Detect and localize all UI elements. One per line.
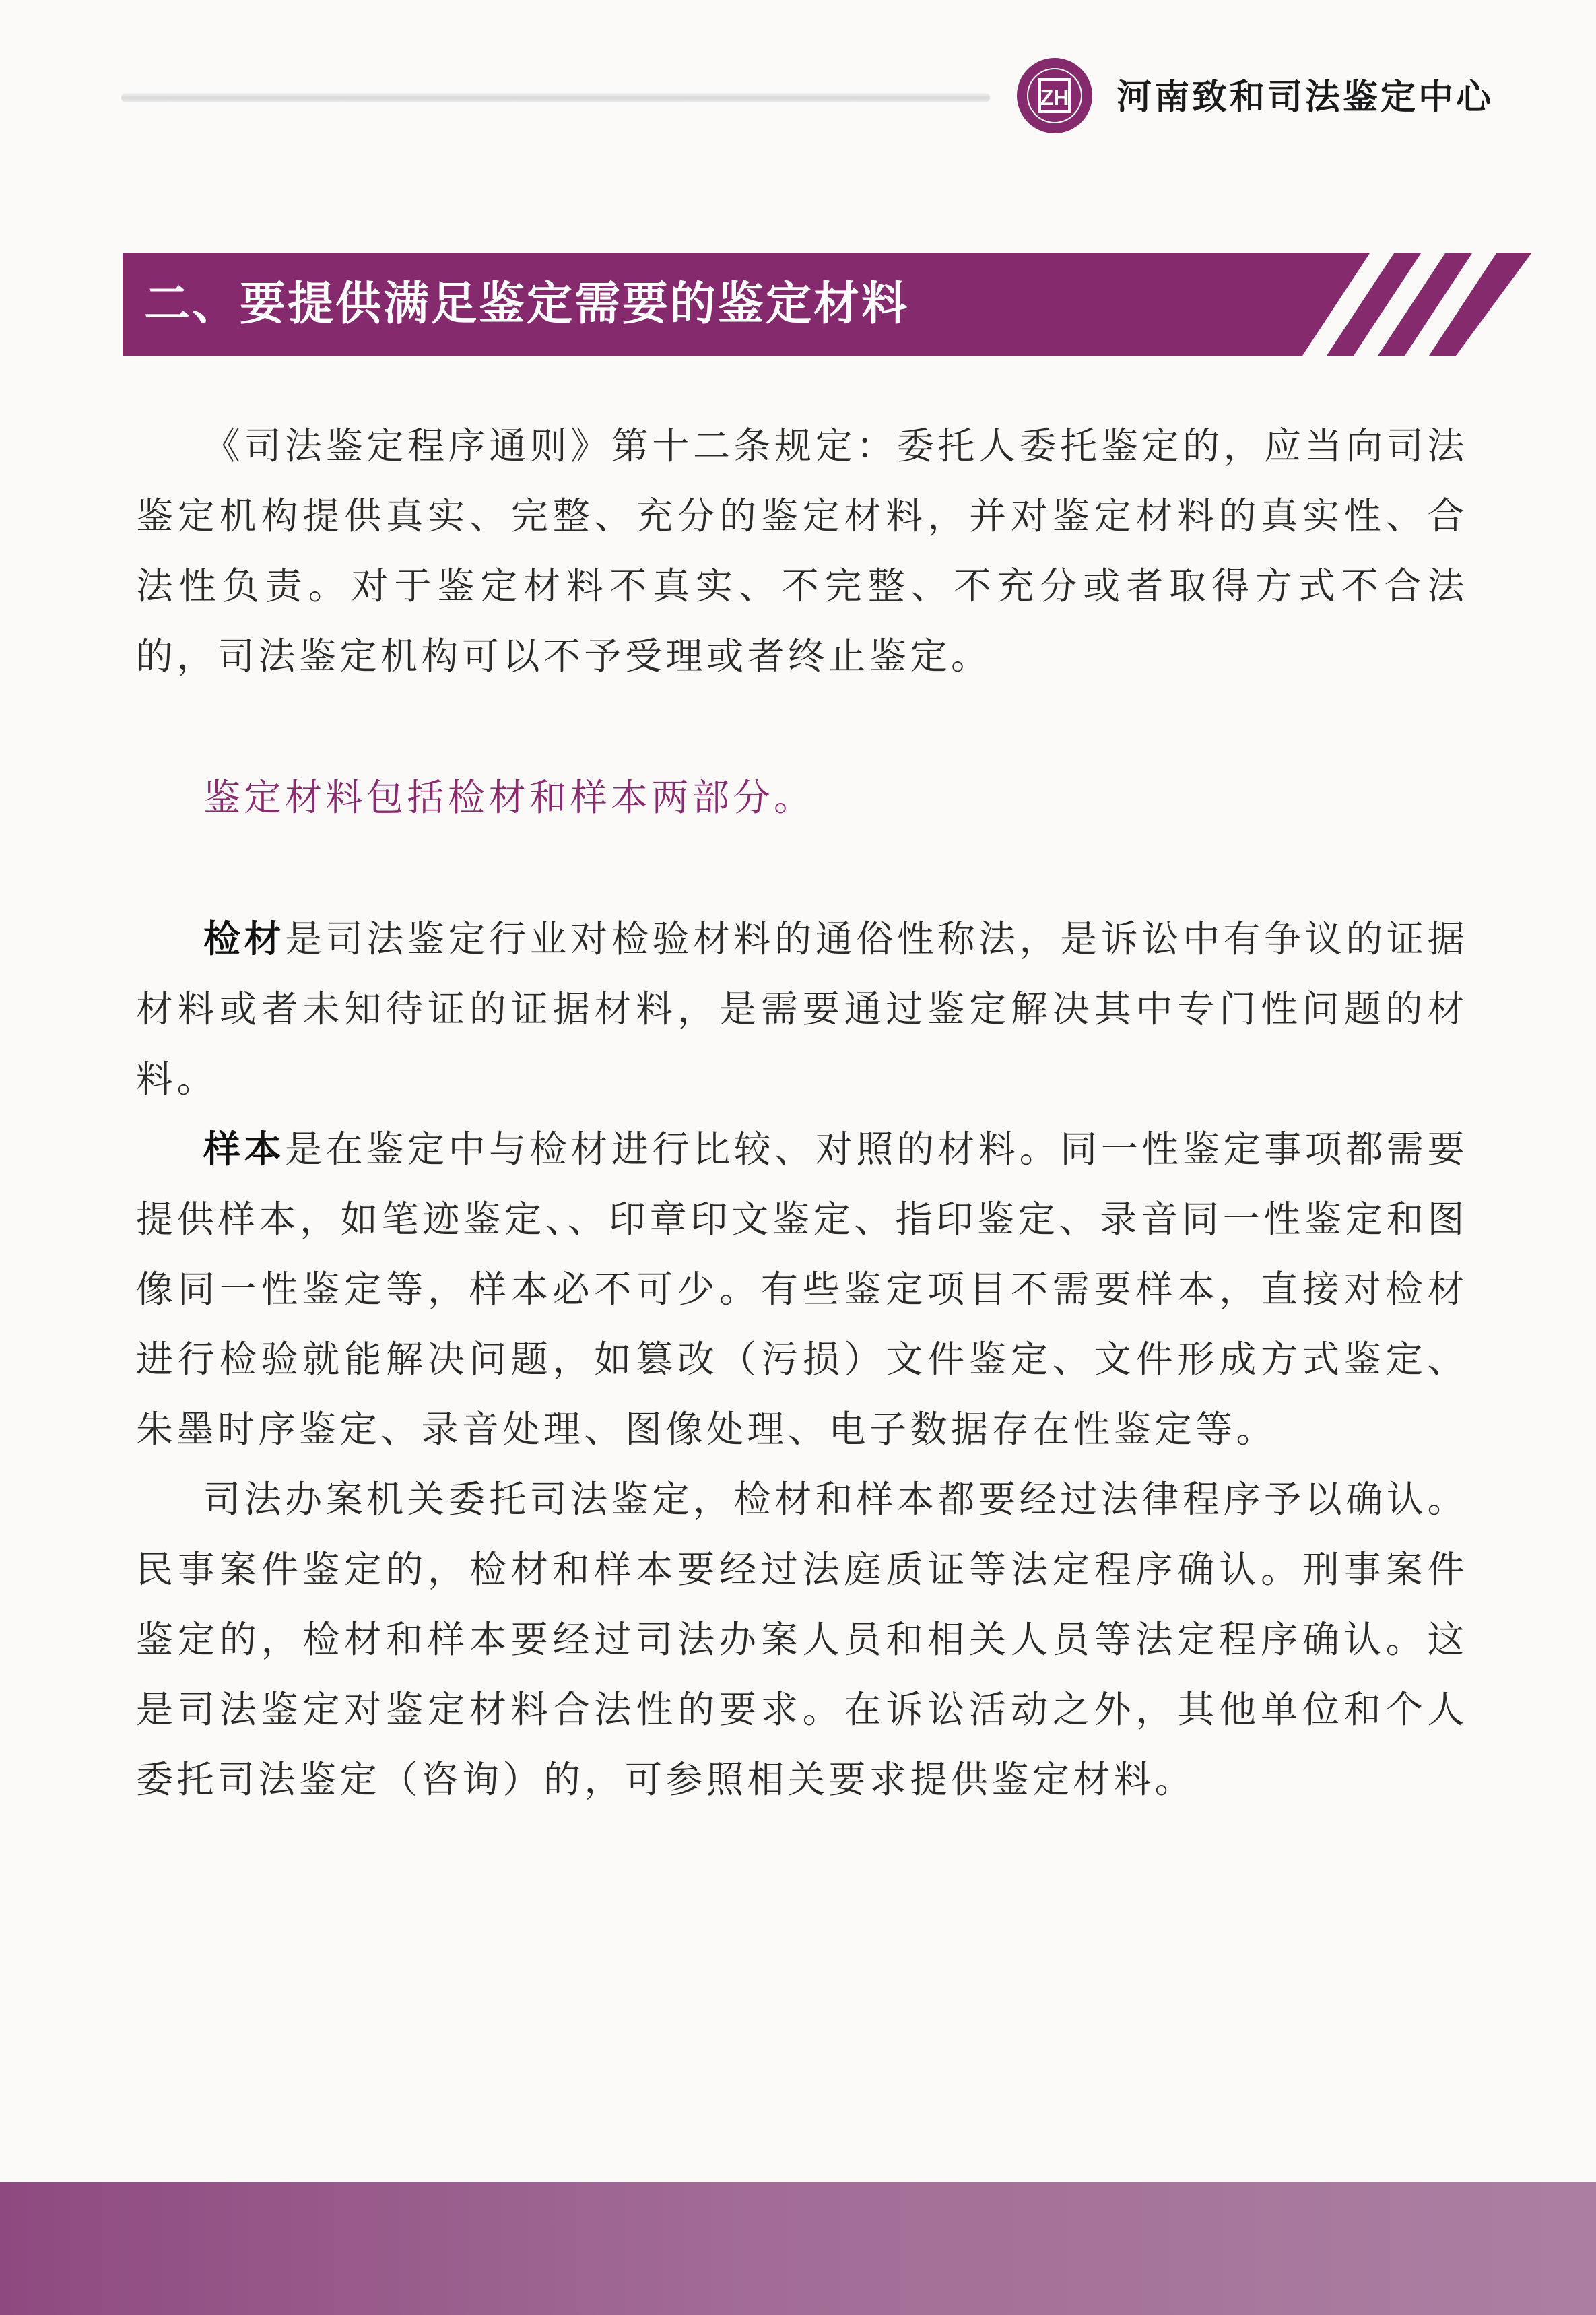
jiancai-paragraph	[136, 904, 1468, 1114]
header-divider	[121, 93, 990, 102]
footer-band	[0, 2182, 1596, 2315]
yangben-paragraph	[136, 1114, 1468, 1464]
logo-mark: ZH	[1040, 86, 1069, 110]
org-logo-icon	[1016, 57, 1094, 135]
jiancai-definition: 是司法鉴定行业对检验材料的通俗性称法，是诉讼中有争议的证据材料或者未知待证的证据材料，是需要通过鉴定解决其中专门性问题的材料。	[136, 917, 1468, 1101]
document-body	[136, 411, 1468, 1815]
jiancai-term: 检材	[203, 917, 286, 960]
highlight-statement: 鉴定材料包括检材和样本两部分。	[203, 776, 815, 819]
section-title: 二、要提供满足鉴定需要的鉴定材料	[144, 278, 910, 331]
section-banner	[123, 253, 1531, 356]
intro-paragraph: 《司法鉴定程序通则》第十二条规定：委托人委托鉴定的，应当向司法鉴定机构提供真实、完整、充分的鉴定材料，并对鉴定材料的真实性、合法性负责。对于鉴定材料不真实、不完整、不充分或者取得方式不合法的，司法鉴定机构可以不予受理或者终止鉴定。	[136, 424, 1468, 678]
org-name: 河南致和司法鉴定中心	[1117, 77, 1494, 118]
yangben-definition: 是在鉴定中与检材进行比较、对照的材料。同一性鉴定事项都需要提供样本，如笔迹鉴定、、印章印文鉴定、指印鉴定、录音同一性鉴定和图像同一性鉴定等，样本必不可少。有些鉴定项目不需要样本，直接对检材进行检验就能解决问题，如篡改（污损）文件鉴定、文件形成方式鉴定、朱墨时序鉴定、录音处理、图像处理、电子数据存在性鉴定等。	[136, 1128, 1468, 1451]
yangben-term: 样本	[203, 1128, 286, 1171]
confirmation-paragraph: 司法办案机关委托司法鉴定，检材和样本都要经过法律程序予以确认。民事案件鉴定的，检材和样本要经过法庭质证等法定程序确认。刑事案件鉴定的，检材和样本要经过司法办案人员和相关人员等法定程序确认。这是司法鉴定对鉴定材料合法性的要求。在诉讼活动之外，其他单位和个人委托司法鉴定（咨询）的，可参照相关要求提供鉴定材料。	[136, 1478, 1468, 1801]
